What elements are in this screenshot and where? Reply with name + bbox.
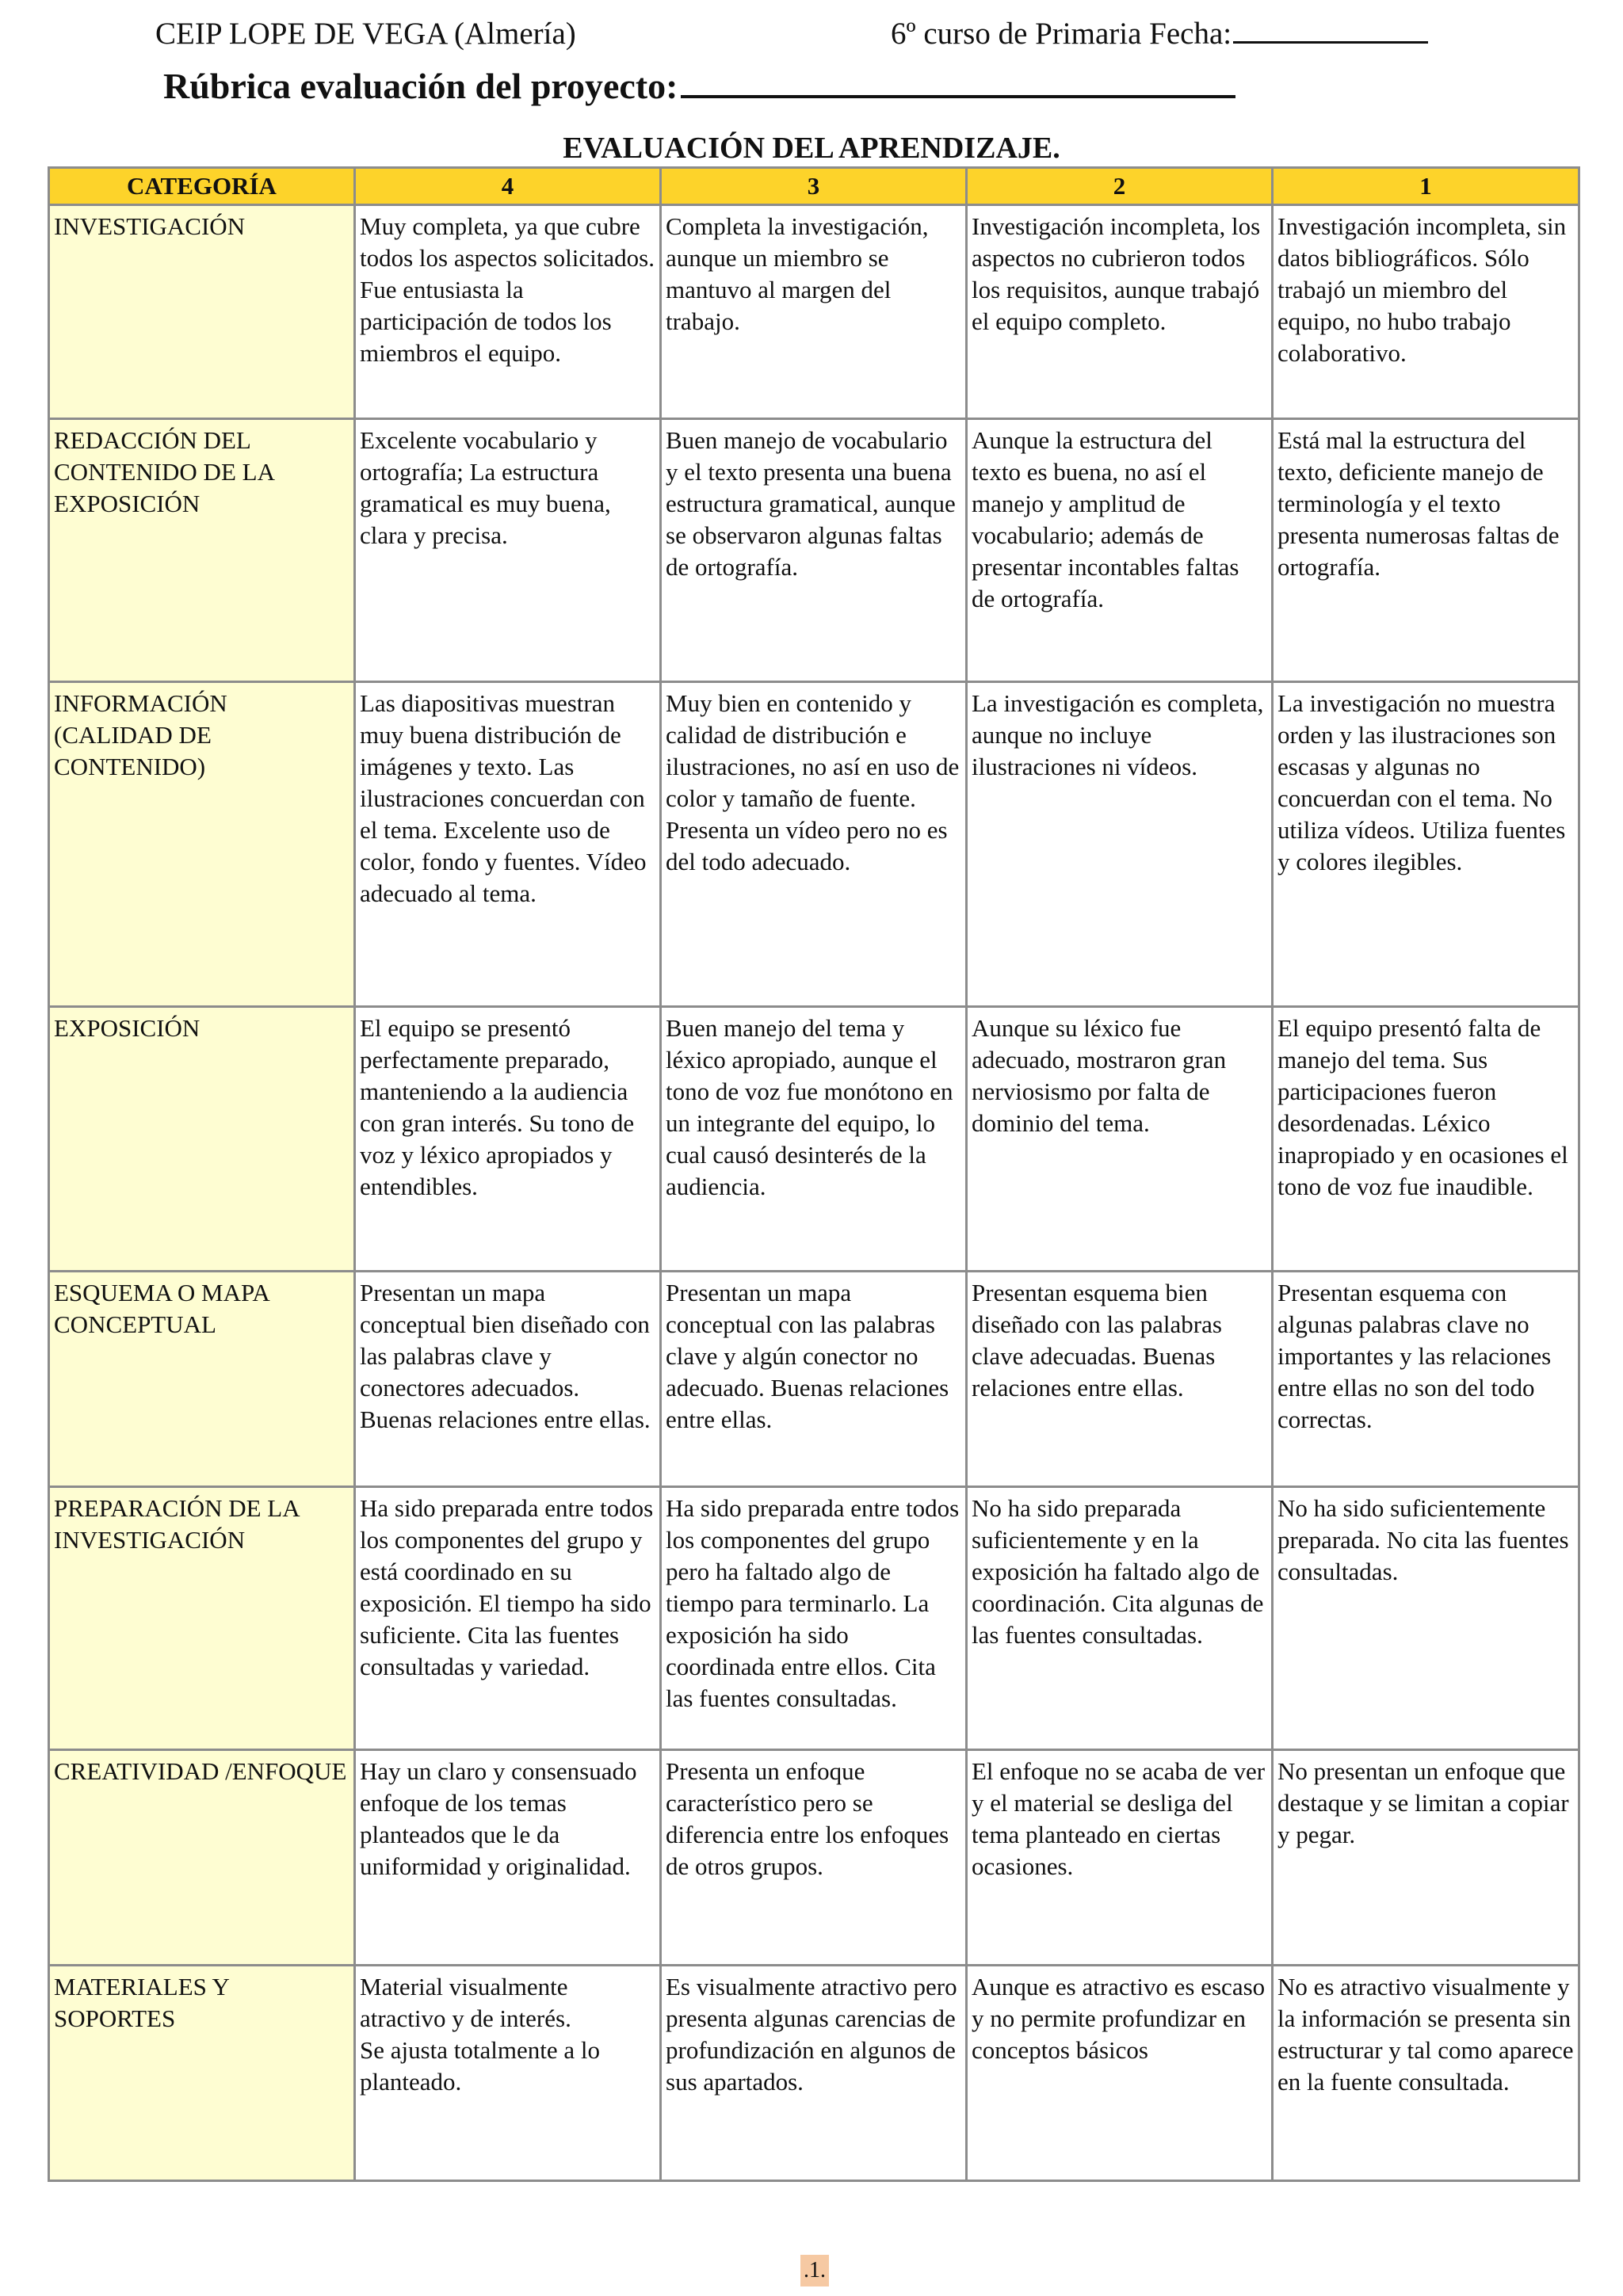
score-3-cell: Presentan un mapa conceptual con las palabras clave y algún conector no adecuado. Buenas relaciones entre ellas. [661, 1272, 967, 1487]
category-cell: CREATIVIDAD /ENFOQUE [49, 1750, 355, 1966]
category-cell: PREPARACIÓN DE LA INVESTIGACIÓN [49, 1487, 355, 1750]
score-2-cell: No ha sido preparada suficientemente y en la exposición ha faltado algo de coordinación. Cita algunas de las fuentes consultadas. [967, 1487, 1273, 1750]
course-date-line [891, 14, 1428, 54]
score-1-cell: El equipo presentó falta de manejo del tema. Sus participaciones fueron desordenadas. Léxico inapropiado y en ocasiones el tono de voz fue inaudible. [1273, 1007, 1579, 1272]
table-row [49, 682, 1579, 1007]
table-header-row [49, 168, 1579, 205]
score-2-cell: Presentan esquema bien diseñado con las palabras clave adecuadas. Buenas relaciones entre ellas. [967, 1272, 1273, 1487]
header-score-3: 3 [661, 168, 967, 205]
header-score-4: 4 [355, 168, 661, 205]
score-1-cell: No presentan un enfoque que destaque y se limitan a copiar y pegar. [1273, 1750, 1579, 1966]
score-3-cell: Buen manejo de vocabulario y el texto presenta una buena estructura gramatical, aunque se observaron algunas faltas de ortografía. [661, 419, 967, 682]
rubric-title [163, 60, 1235, 110]
category-cell: ESQUEMA O MAPA CONCEPTUAL [49, 1272, 355, 1487]
header-score-1: 1 [1273, 168, 1579, 205]
table-row [49, 1272, 1579, 1487]
page-number: .1. [800, 2255, 829, 2286]
score-4-cell: Material visualmente atractivo y de interés. Se ajusta totalmente a lo planteado. [355, 1966, 661, 2181]
rubric-label: Rúbrica evaluación del proyecto: [163, 66, 678, 106]
score-1-cell: La investigación no muestra orden y las ilustraciones son escasas y algunas no concuerdan con el tema. No utiliza vídeos. Utiliza fuentes y colores ilegibles. [1273, 682, 1579, 1007]
project-blank-line [681, 60, 1235, 98]
table-row [49, 205, 1579, 419]
score-4-cell: Excelente vocabulario y ortografía; La estructura gramatical es muy buena, clara y precisa. [355, 419, 661, 682]
score-3-cell: Es visualmente atractivo pero presenta algunas carencias de profundización en algunos de sus apartados. [661, 1966, 967, 2181]
course-label: 6º curso de Primaria Fecha: [891, 17, 1232, 51]
score-3-cell: Buen manejo del tema y léxico apropiado, aunque el tono de voz fue monótono en un integrante del equipo, lo cual causó desinterés de la audiencia. [661, 1007, 967, 1272]
score-3-cell: Presenta un enfoque característico pero se diferencia entre los enfoques de otros grupos. [661, 1750, 967, 1966]
score-1-cell: Está mal la estructura del texto, deficiente manejo de terminología y el texto presenta numerosas faltas de ortografía. [1273, 419, 1579, 682]
category-cell: EXPOSICIÓN [49, 1007, 355, 1272]
section-title: EVALUACIÓN DEL APRENDIZAJE. [563, 132, 1060, 165]
table-row [49, 1487, 1579, 1750]
score-1-cell: No ha sido suficientemente preparada. No cita las fuentes consultadas. [1273, 1487, 1579, 1750]
category-cell: INVESTIGACIÓN [49, 205, 355, 419]
score-3-cell: Ha sido preparada entre todos los componentes del grupo pero ha faltado algo de tiempo para terminarlo. La exposición ha sido coordinada entre ellos. Cita las fuentes consultadas. [661, 1487, 967, 1750]
rubric-table [48, 166, 1580, 2182]
score-4-cell: Hay un claro y consensuado enfoque de los temas planteados que le da uniformidad y originalidad. [355, 1750, 661, 1966]
date-blank-line [1233, 14, 1428, 44]
score-4-cell: Las diapositivas muestran muy buena distribución de imágenes y texto. Las ilustraciones concuerdan con el tema. Excelente uso de color, fondo y fuentes. Vídeo adecuado al tema. [355, 682, 661, 1007]
score-2-cell: Investigación incompleta, los aspectos no cubrieron todos los requisitos, aunque trabajó el equipo completo. [967, 205, 1273, 419]
score-2-cell: Aunque la estructura del texto es buena, no así el manejo y amplitud de vocabulario; además de presentar incontables faltas de ortografía. [967, 419, 1273, 682]
header-score-2: 2 [967, 168, 1273, 205]
table-row [49, 419, 1579, 682]
category-cell: REDACCIÓN DEL CONTENIDO DE LA EXPOSICIÓN [49, 419, 355, 682]
score-1-cell: Presentan esquema con algunas palabras clave no importantes y las relaciones entre ellas no son del todo correctas. [1273, 1272, 1579, 1487]
header-category: CATEGORÍA [49, 168, 355, 205]
score-4-cell: Ha sido preparada entre todos los componentes del grupo y está coordinado en su exposición. El tiempo ha sido suficiente. Cita las fuentes consultadas y variedad. [355, 1487, 661, 1750]
score-4-cell: Muy completa, ya que cubre todos los aspectos solicitados. Fue entusiasta la participación de todos los miembros el equipo. [355, 205, 661, 419]
school-name: CEIP LOPE DE VEGA (Almería) [155, 17, 576, 51]
score-2-cell: Aunque su léxico fue adecuado, mostraron gran nerviosismo por falta de dominio del tema. [967, 1007, 1273, 1272]
category-cell: MATERIALES Y SOPORTES [49, 1966, 355, 2181]
score-3-cell: Completa la investigación, aunque un miembro se mantuvo al margen del trabajo. [661, 205, 967, 419]
table-row [49, 1750, 1579, 1966]
score-1-cell: No es atractivo visualmente y la información se presenta sin estructurar y tal como aparece en la fuente consultada. [1273, 1966, 1579, 2181]
table-row [49, 1007, 1579, 1272]
table-row [49, 1966, 1579, 2181]
score-4-cell: Presentan un mapa conceptual bien diseñado con las palabras clave y conectores adecuados. Buenas relaciones entre ellas. [355, 1272, 661, 1487]
score-4-cell: El equipo se presentó perfectamente preparado, manteniendo a la audiencia con gran interés. Su tono de voz y léxico apropiados y entendibles. [355, 1007, 661, 1272]
category-cell: INFORMACIÓN (CALIDAD DE CONTENIDO) [49, 682, 355, 1007]
score-2-cell: La investigación es completa, aunque no incluye ilustraciones ni vídeos. [967, 682, 1273, 1007]
score-2-cell: Aunque es atractivo es escaso y no permite profundizar en conceptos básicos [967, 1966, 1273, 2181]
score-3-cell: Muy bien en contenido y calidad de distribución e ilustraciones, no así en uso de color y tamaño de fuente. Presenta un vídeo pero no es del todo adecuado. [661, 682, 967, 1007]
score-2-cell: El enfoque no se acaba de ver y el material se desliga del tema planteado en ciertas ocasiones. [967, 1750, 1273, 1966]
score-1-cell: Investigación incompleta, sin datos bibliográficos. Sólo trabajó un miembro del equipo, no hubo trabajo colaborativo. [1273, 205, 1579, 419]
